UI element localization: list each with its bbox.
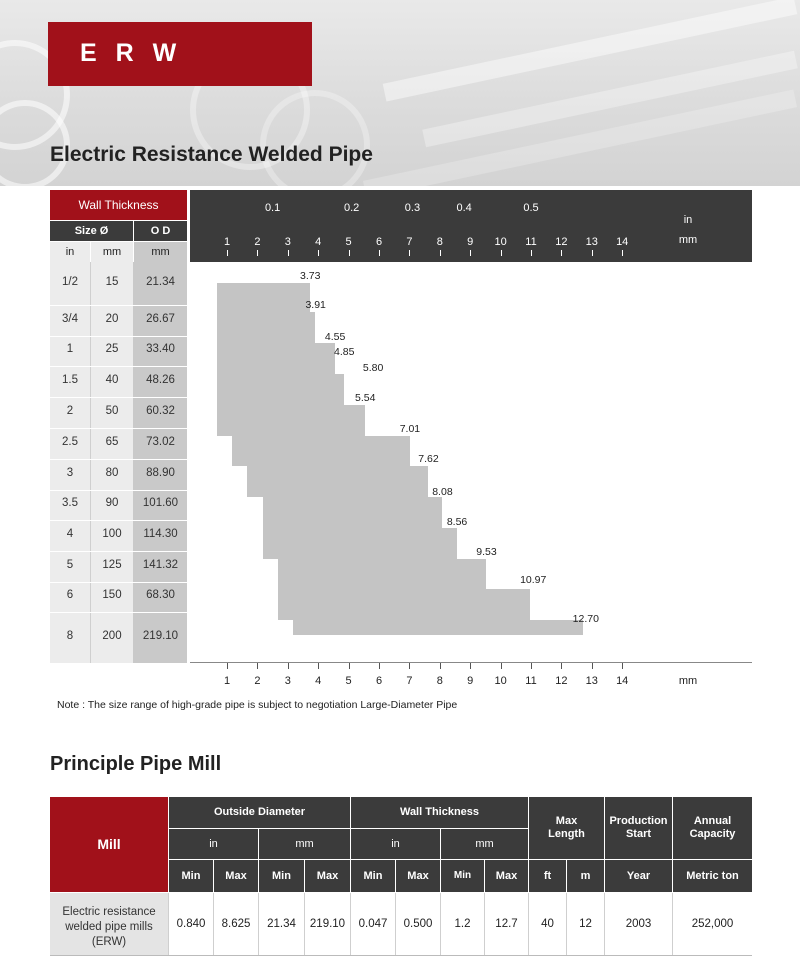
size-in-cell: 5 (66, 558, 74, 571)
wt-in-min: Min (351, 860, 395, 892)
mill-grid-line (528, 893, 529, 955)
mill-grid-line (566, 893, 567, 955)
top-unit-mm: mm (678, 234, 698, 246)
size-in-cell: 2 (66, 404, 74, 417)
mill-value-cell: 219.10 (309, 918, 346, 930)
wall-thickness-mill-header: Wall Thickness (351, 797, 528, 828)
size-mm-cell: 20 (105, 312, 119, 325)
chart-bar (278, 589, 530, 620)
bottom-tick-label: 10 (494, 675, 507, 687)
mill-value-cell: 1.2 (454, 918, 471, 930)
od-cell: 60.32 (146, 404, 175, 417)
mill-grid-line (484, 893, 485, 955)
table-bottom-rule (50, 955, 752, 956)
od-cell: 26.67 (146, 312, 175, 325)
size-mm-cell: 15 (105, 275, 119, 288)
row-divider (50, 490, 187, 491)
size-header: Size Ø (50, 221, 133, 241)
bottom-tick-mark (440, 663, 441, 669)
size-mm-cell: 80 (105, 466, 119, 479)
bottom-tick-label: 9 (467, 675, 474, 687)
od-in-min: Min (169, 860, 213, 892)
top-tick-mark (561, 250, 562, 256)
bottom-tick-mark (501, 663, 502, 669)
bottom-tick-label: 14 (616, 675, 629, 687)
note-text: Note : The size range of high-grade pipe is subject to negotiation Large-Diameter Pipe (57, 699, 458, 711)
wt-mm-max: Max (485, 860, 528, 892)
bar-value-label: 7.62 (418, 453, 439, 465)
size-in-cell: 8 (66, 629, 74, 642)
bar-value-label: 4.85 (334, 346, 355, 358)
size-in-cell: 3/4 (62, 312, 78, 325)
od-cell: 141.32 (142, 558, 179, 571)
mill-grid-line (672, 893, 673, 955)
bar-value-label: 9.53 (476, 546, 497, 558)
mill-value-cell: 0.840 (176, 918, 206, 930)
bottom-tick-mark (531, 663, 532, 669)
mill-grid-line (604, 893, 605, 955)
top-mm-tick-label: 14 (616, 236, 629, 248)
top-tick-mark (592, 250, 593, 256)
bottom-tick-mark (379, 663, 380, 669)
top-in-tick-label: 0.3 (404, 202, 421, 214)
erw-badge: E R W (48, 22, 312, 86)
mill-value-cell: 12.7 (495, 918, 518, 930)
wt-in-header: in (351, 829, 440, 859)
chart-bar (263, 497, 443, 528)
top-mm-tick-label: 4 (315, 236, 322, 248)
mill-grid-line (258, 893, 259, 955)
bar-value-label: 5.80 (362, 362, 384, 374)
size-mm-cell: 65 (105, 435, 119, 448)
top-tick-mark (288, 250, 289, 256)
od-cell: 101.60 (142, 497, 179, 509)
top-tick-mark (349, 250, 350, 256)
mill-row-label: Electric resistance welded pipe mills (ERW) (50, 893, 168, 955)
highlight-streak (383, 0, 798, 101)
mill-value-cell: 8.625 (221, 918, 251, 930)
bar-value-label: 8.08 (432, 486, 453, 498)
bottom-tick-label: 5 (345, 675, 352, 687)
row-divider (50, 366, 187, 367)
size-mm-cell: 25 (105, 343, 119, 355)
size-in-cell: 1.5 (62, 373, 78, 386)
mill-value-cell: 0.047 (358, 918, 388, 930)
pipe-graphic (260, 90, 370, 186)
chart-bar (263, 528, 457, 559)
bottom-tick-label: 8 (436, 675, 443, 687)
top-in-tick-label: 0.4 (456, 202, 472, 214)
bar-value-label: 3.73 (299, 270, 321, 282)
bottom-tick-mark (257, 663, 258, 669)
top-tick-mark (227, 250, 228, 256)
od-cell: 114.30 (143, 527, 178, 540)
bar-value-label: 4.55 (324, 331, 346, 343)
mill-value-cell: 21.34 (267, 918, 296, 930)
top-tick-mark (257, 250, 258, 256)
outside-diameter-header: Outside Diameter (169, 797, 350, 828)
od-mm-min: Min (259, 860, 304, 892)
bottom-tick-mark (470, 663, 471, 669)
size-mm-cell: 90 (105, 497, 119, 509)
od-header: O D (134, 221, 187, 241)
od-cell: 88.90 (146, 466, 175, 479)
bottom-tick-mark (227, 663, 228, 669)
bottom-tick-label: 4 (315, 675, 322, 687)
length-m: m (567, 860, 604, 892)
top-mm-tick-label: 7 (406, 236, 413, 248)
wall-thickness-header: Wall Thickness (50, 190, 187, 220)
bottom-tick-mark (561, 663, 562, 669)
row-divider (50, 336, 187, 337)
bar-value-label: 8.56 (446, 516, 468, 528)
bottom-tick-label: 7 (406, 675, 413, 687)
top-mm-tick-label: 3 (284, 236, 291, 248)
bar-value-label: 12.70 (572, 613, 599, 625)
chart-bar (278, 559, 487, 589)
bottom-tick-mark (349, 663, 350, 669)
od-cell: 21.34 (146, 275, 175, 288)
top-mm-tick-label: 2 (254, 236, 261, 248)
top-mm-tick-label: 10 (494, 236, 507, 248)
bottom-tick-label: 2 (254, 675, 261, 687)
bottom-tick-label: 13 (585, 675, 598, 687)
col-mm-header: mm (91, 242, 133, 262)
od-mm-max: Max (305, 860, 350, 892)
size-mm-cell: 50 (105, 404, 119, 417)
chart-bar (247, 466, 428, 497)
bottom-tick-label: 3 (284, 675, 291, 687)
col-od-mm-header: mm (134, 242, 187, 262)
top-tick-mark (531, 250, 532, 256)
od-in-header: in (169, 829, 258, 859)
bottom-tick-label: 6 (375, 675, 383, 687)
top-tick-mark (409, 250, 410, 256)
mill-grid-line (350, 893, 351, 955)
size-in-cell: 1/2 (62, 275, 78, 288)
chart-bar (217, 312, 315, 343)
size-in-cell: 1 (66, 343, 74, 355)
top-tick-mark (470, 250, 471, 256)
top-in-tick-label: 0.1 (264, 202, 281, 214)
mill-grid-line (395, 893, 396, 955)
od-mm-header: mm (259, 829, 350, 859)
row-divider (50, 428, 187, 429)
wt-mm-header: mm (441, 829, 528, 859)
top-mm-tick-label: 11 (525, 236, 537, 248)
chart-bar (217, 283, 310, 312)
bar-value-label: 5.54 (355, 392, 376, 404)
bar-value-label: 7.01 (399, 423, 421, 435)
od-in-max: Max (214, 860, 258, 892)
bottom-tick-mark (409, 663, 410, 669)
top-tick-mark (318, 250, 319, 256)
col-in-header: in (50, 242, 90, 262)
length-ft: ft (529, 860, 566, 892)
section-title-pipe-mill: Principle Pipe Mill (50, 753, 222, 775)
bottom-axis-unit: mm (678, 675, 698, 687)
mill-grid-line (213, 893, 214, 955)
top-mm-tick-label: 6 (375, 236, 383, 248)
mill-value-cell: 0.500 (403, 918, 433, 930)
mill-header: Mill (50, 797, 168, 892)
size-mm-cell: 200 (102, 629, 122, 642)
size-in-cell: 3 (66, 466, 74, 479)
od-cell: 33.40 (146, 343, 175, 355)
size-in-cell: 2.5 (62, 435, 78, 448)
od-cell: 219.10 (142, 629, 179, 642)
mill-value-cell: 2003 (625, 918, 652, 930)
top-unit-in: in (683, 214, 693, 226)
top-in-tick-label: 0.5 (523, 202, 539, 214)
bottom-tick-mark (592, 663, 593, 669)
top-tick-mark (501, 250, 502, 256)
row-divider (50, 305, 187, 306)
page-title: Electric Resistance Welded Pipe (50, 143, 373, 166)
row-divider (50, 582, 187, 583)
chart-bar (293, 620, 583, 635)
size-mm-cell: 125 (102, 558, 122, 571)
od-cell: 48.26 (146, 373, 175, 386)
top-tick-mark (622, 250, 623, 256)
od-cell: 68.30 (146, 589, 175, 601)
row-divider (50, 397, 187, 398)
chart-bar (232, 436, 410, 466)
size-mm-cell: 150 (102, 589, 122, 601)
bottom-tick-mark (318, 663, 319, 669)
bottom-tick-label: 12 (555, 675, 568, 687)
bottom-tick-label: 1 (223, 675, 231, 687)
wt-in-max: Max (396, 860, 440, 892)
year-header: Year (605, 860, 672, 892)
top-in-tick-label: 0.2 (343, 202, 360, 214)
mill-value-cell: 252,000 (691, 918, 734, 930)
chart-bar (217, 405, 365, 436)
size-mm-cell: 40 (105, 373, 119, 386)
bottom-tick-mark (288, 663, 289, 669)
top-mm-tick-label: 9 (467, 236, 474, 248)
top-mm-tick-label: 13 (585, 236, 598, 248)
row-divider (50, 459, 187, 460)
top-tick-mark (379, 250, 380, 256)
wt-mm-min: Min (441, 860, 484, 892)
bar-value-label: 3.91 (305, 299, 326, 311)
size-in-cell: 4 (66, 527, 74, 540)
bar-value-label: 10.97 (520, 574, 547, 586)
max-length-header: Max Length (529, 797, 604, 859)
mill-grid-line (440, 893, 441, 955)
size-mm-cell: 100 (102, 527, 122, 540)
annual-capacity-header: Annual Capacity (673, 797, 752, 859)
mill-grid-line (304, 893, 305, 955)
bottom-tick-mark (622, 663, 623, 669)
size-in-cell: 3.5 (62, 497, 78, 509)
top-mm-tick-label: 1 (223, 236, 231, 248)
row-divider (50, 520, 187, 521)
top-mm-tick-label: 5 (345, 236, 352, 248)
top-tick-mark (440, 250, 441, 256)
mill-value-cell: 40 (541, 918, 554, 930)
bottom-tick-label: 11 (525, 675, 537, 687)
chart-bar (217, 343, 335, 374)
top-mm-tick-label: 8 (436, 236, 443, 248)
chart-bar (217, 374, 344, 405)
od-cell: 73.02 (146, 435, 175, 448)
row-divider (50, 551, 187, 552)
mill-value-cell: 12 (579, 918, 592, 930)
metric-ton-header: Metric ton (673, 860, 752, 892)
top-mm-tick-label: 12 (555, 236, 568, 248)
production-start-header: Production Start (605, 797, 672, 859)
size-in-cell: 6 (66, 589, 74, 601)
row-divider (50, 612, 187, 613)
mill-grid-line (168, 893, 169, 955)
